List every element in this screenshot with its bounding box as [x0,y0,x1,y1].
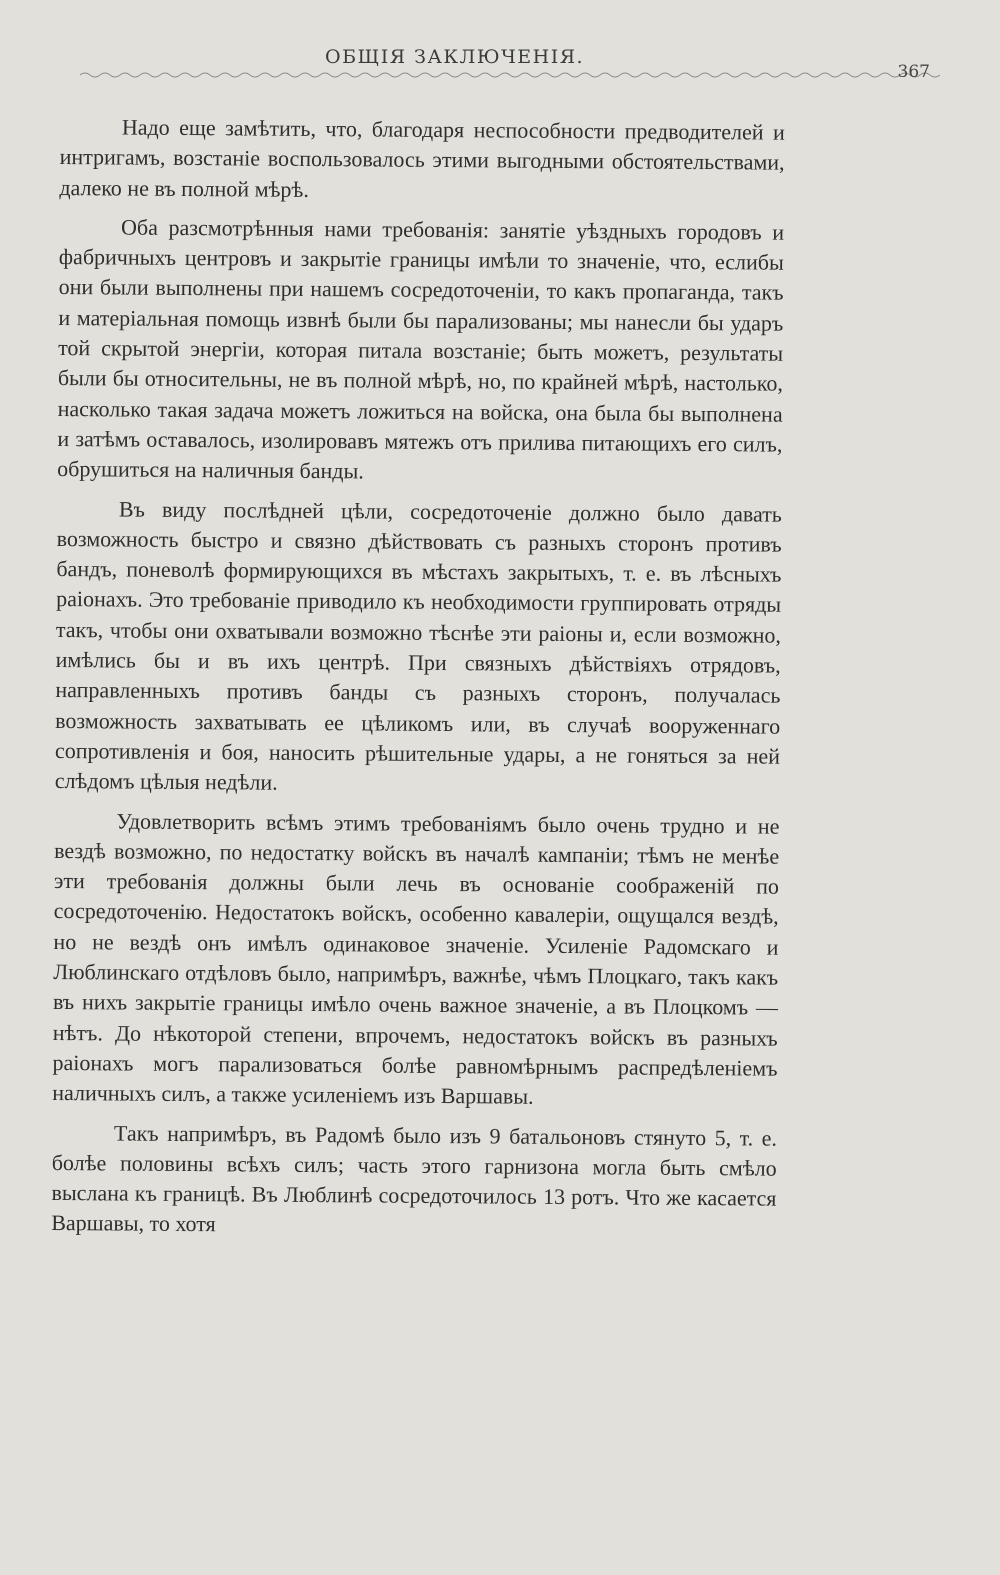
paragraph: Удовлетворить всѣмъ этимъ требованіямъ было очень трудно и не вездѣ возможно, по недостатку войскъ въ началѣ кампаніи; тѣмъ не менѣе эти требованія должны были лечь въ основаніе соображеній по сосредоточенію. Недостатокъ войскъ, особенно кавалеріи, ощущался вездѣ, но не вездѣ онъ имѣлъ одинаковое значеніе. Усиленіе Радомскаго и Люблинскаго отдѣловъ было, напримѣръ, важнѣе, чѣмъ Плоцкаго, такъ какъ въ нихъ закрытіе границы имѣло очень важное значеніе, а въ Плоцкомъ — нѣтъ. До нѣкоторой степени, впрочемъ, недостатокъ войскъ въ разныхъ раіонахъ могъ парализоваться болѣе равномѣрнымъ распредѣленіемъ наличныхъ силъ, а также усиленіемъ изъ Варшавы. [52,807,780,1109]
running-title: ОБЩІЯ ЗАКЛЮЧЕНІЯ. [325,46,585,68]
paragraph: Оба разсмотрѣнныя нами требованія: занятіе уѣздныхъ городовъ и фабричныхъ центровъ и закрытіе границы имѣли то значеніе, что, еслибы они были выполнены при нашемъ сосредоточеніи, то какъ пропаганда, такъ и матеріальная помощь извнѣ были бы парализованы; мы нанесли бы ударъ той скрытой энергіи, которая питала возстаніе; быть можетъ, результаты были бы относительны, не въ полной мѣрѣ, но, по крайней мѣрѣ, настолько, насколько такая задача можетъ ложиться на войска, она была бы выполнена и затѣмъ оставалось, изолировавъ мятежъ отъ прилива питающихъ его силъ, обрушиться на наличныя банды. [57,214,785,484]
paragraph: Надо еще замѣтить, что, благодаря неспособности предводителей и интригамъ, возстаніе воспользовалось этими выгодными обстоятельствами, далеко не въ полной мѣрѣ. [59,114,785,202]
paragraph: Такъ напримѣръ, въ Радомѣ было изъ 9 батальоновъ стянуто 5, т. е. болѣе половины всѣхъ силъ; часть этого гарнизона могла быть смѣло выслана къ границѣ. Въ Люблинѣ сосредоточилось 13 ротъ. Что же касается Варшавы, то хотя [51,1119,778,1237]
body-text [51,112,785,1253]
page-number: 367 [897,62,930,82]
page-header [80,40,940,100]
wavy-rule [80,68,940,82]
paragraph: Въ виду послѣдней цѣли, сосредоточеніе должно было давать возможность быстро и связно дѣйствовать съ разныхъ сторонъ противъ бандъ, поневолѣ формирующихся въ мѣстахъ закрытыхъ, т. е. въ лѣсныхъ раіонахъ. Это требованіе приводило къ необходимости группировать отряды такъ, чтобы они охватывали возможно тѣснѣе эти раіоны и, если возможно, имѣлись бы и въ ихъ центрѣ. При связныхъ дѣйствіяхъ отрядовъ, направленныхъ противъ банды съ разныхъ сторонъ, получалась возможность захватывать ее цѣликомъ или, въ случаѣ вооруженнаго сопротивленія и боя, наносить рѣшительные удары, а не гоняться за ней слѣдомъ цѣлыя недѣли. [54,496,782,795]
